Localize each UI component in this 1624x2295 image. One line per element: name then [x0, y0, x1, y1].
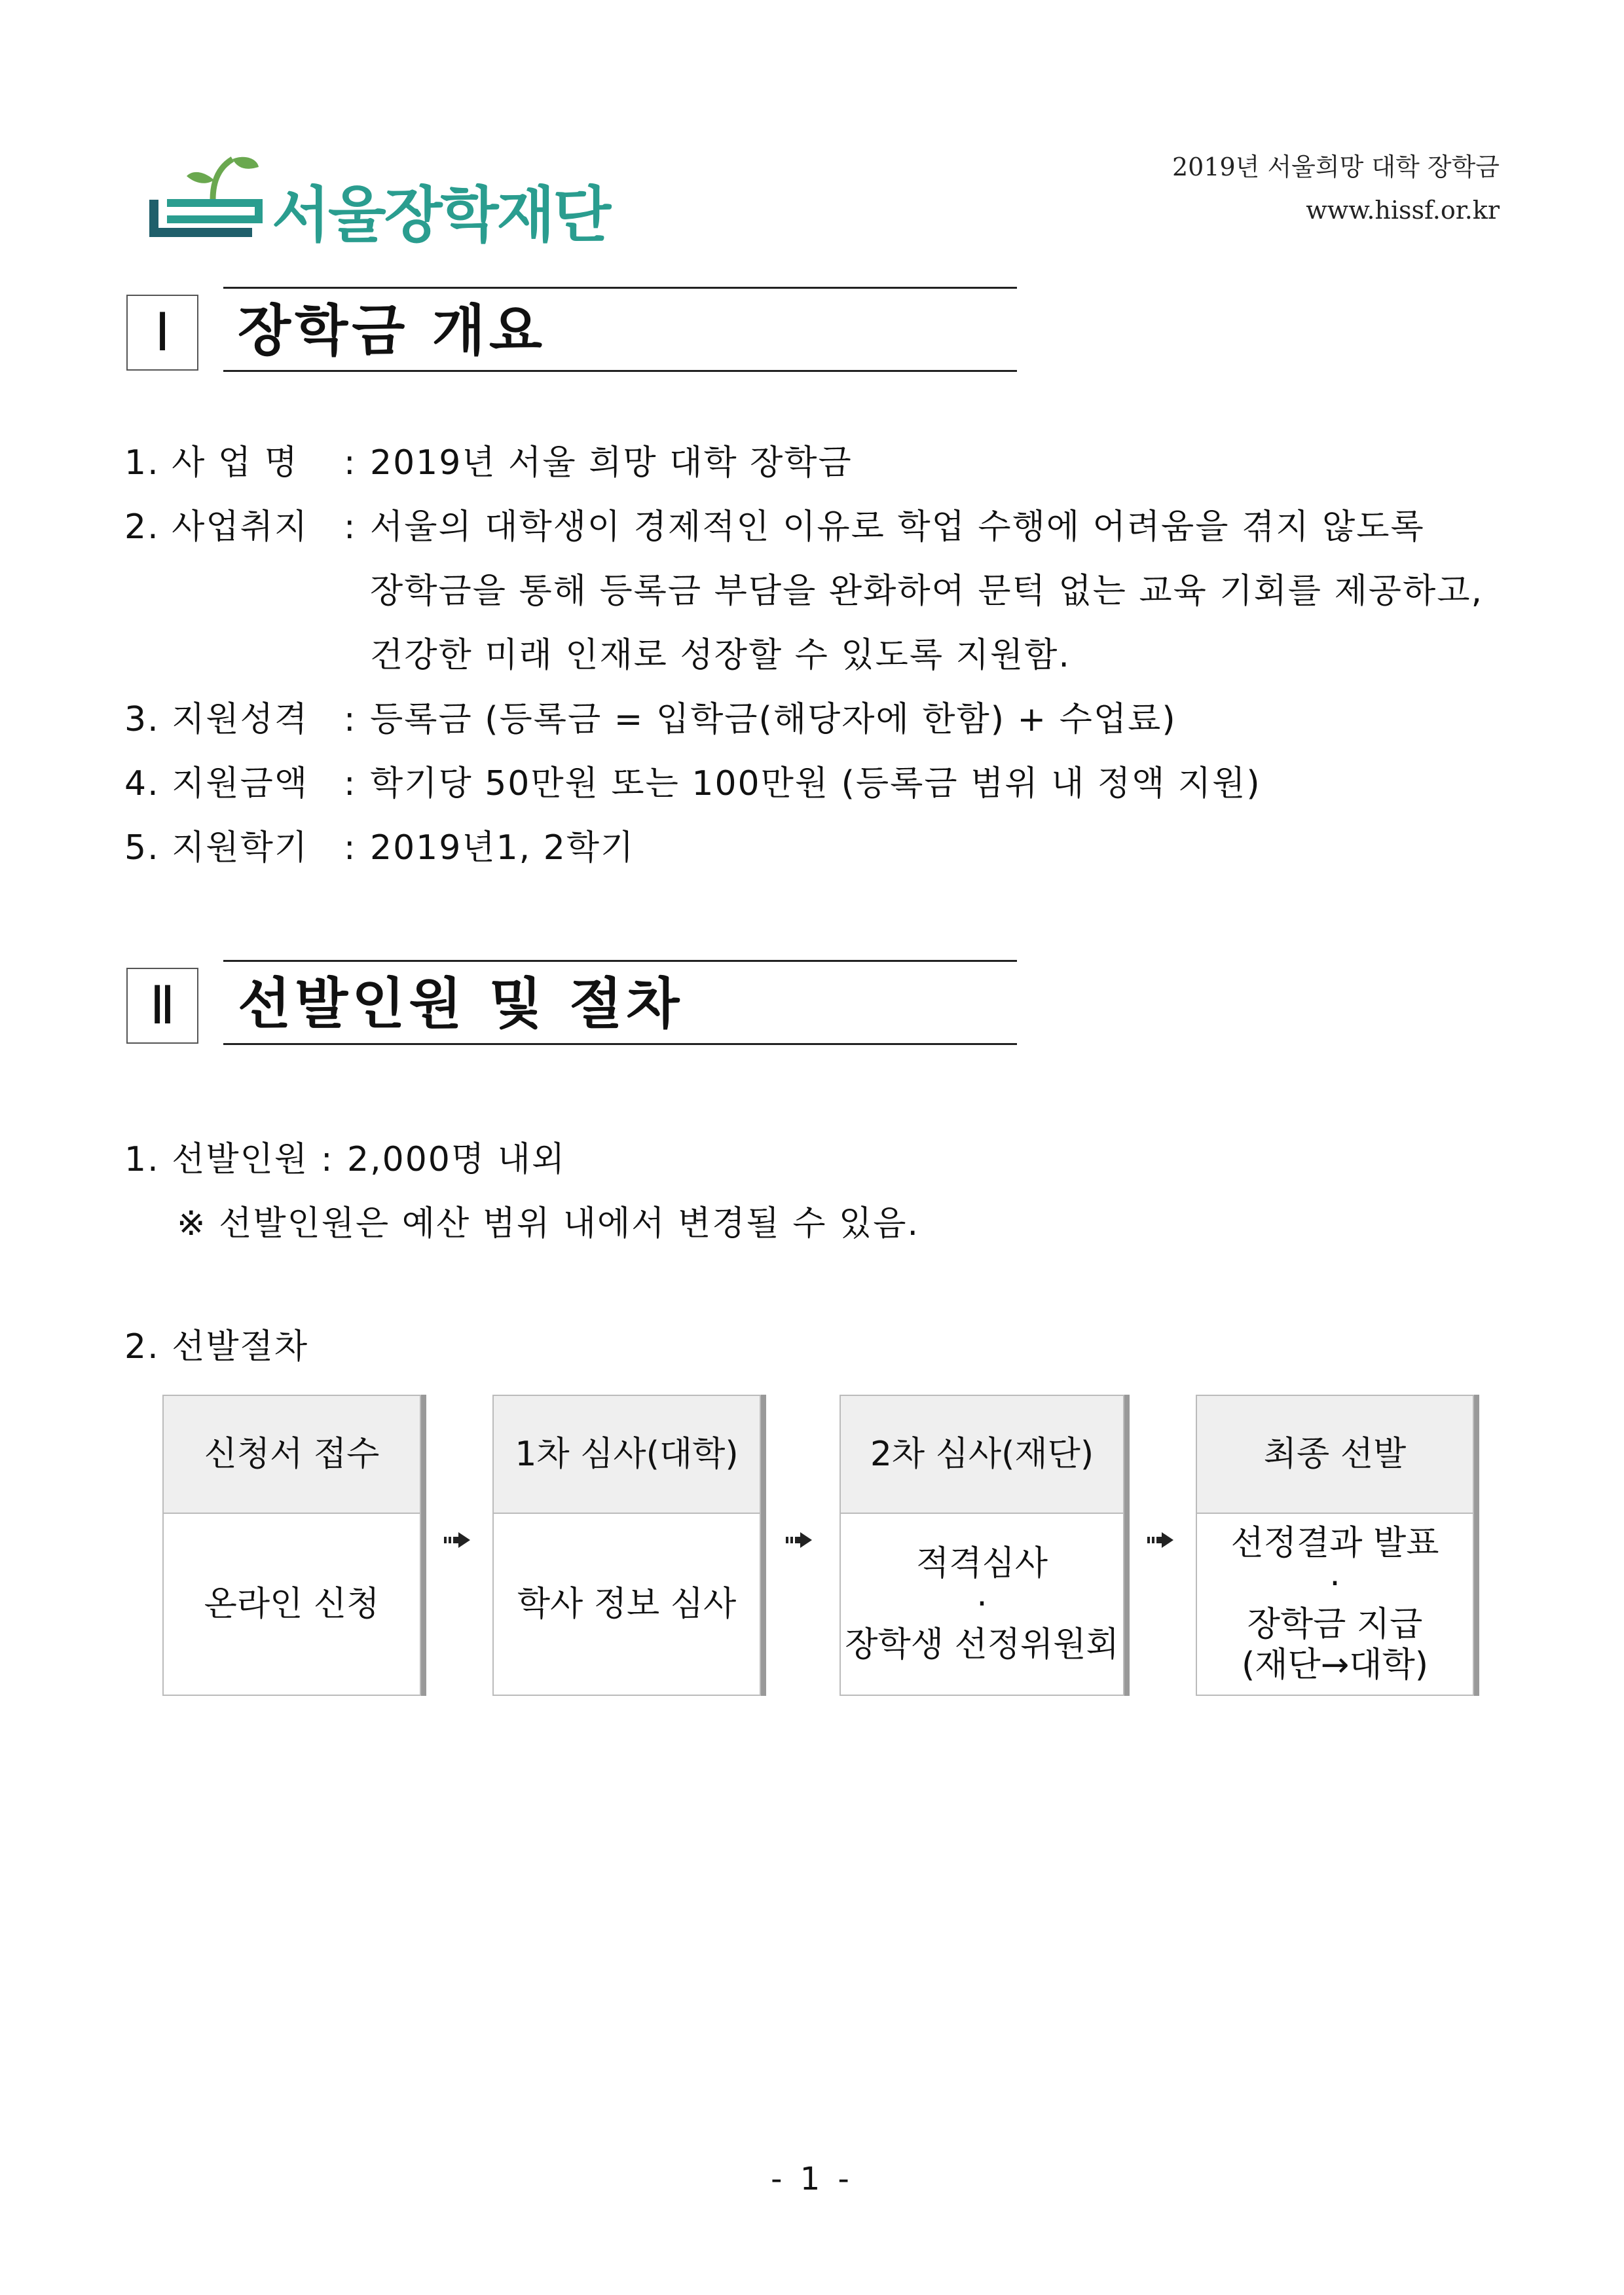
- item-value: 2019년 서울 희망 대학 장학금: [370, 443, 853, 483]
- divider: [223, 370, 1017, 372]
- page-number: - 1 -: [771, 2161, 853, 2197]
- section-title: 선발인원 및 절차: [238, 972, 684, 1036]
- sprout-book-icon: [147, 154, 272, 246]
- arrow-right-icon: [1147, 1532, 1173, 1548]
- arrow-right-icon: [444, 1532, 470, 1548]
- step-title: 신청서 접수: [164, 1396, 420, 1514]
- quota-note: ※ 선발인원은 예산 범위 내에서 변경될 수 있음.: [177, 1204, 919, 1243]
- step-detail-line: (재단→대학): [1241, 1645, 1429, 1685]
- step-detail-line: 선정결과 발표: [1230, 1524, 1439, 1563]
- overview-item-semester: [124, 825, 635, 871]
- item-label: 5. 지원학기: [124, 828, 309, 868]
- item-colon: :: [344, 507, 357, 547]
- item-label: 1. 사 업 명: [124, 443, 299, 483]
- item-colon: :: [344, 443, 357, 483]
- item-label: 3. 지원성격: [124, 700, 309, 739]
- step-box-first-review: [492, 1395, 761, 1696]
- overview-item-amount: [124, 761, 1261, 807]
- item-colon: :: [321, 1140, 334, 1179]
- item-colon: :: [344, 828, 357, 868]
- purpose-continued: 건강한 미래 인재로 성장할 수 있도록 지원함.: [370, 636, 1071, 675]
- step-title: 1차 심사(대학): [494, 1396, 760, 1514]
- step-detail-line: 적격심사: [916, 1544, 1048, 1583]
- procedure-label: 2. 선발절차: [124, 1327, 309, 1367]
- item-label: 4. 지원금액: [124, 764, 309, 803]
- divider: [223, 960, 1017, 962]
- overview-item-purpose: [124, 504, 1425, 550]
- arrow-right-icon: [786, 1532, 812, 1548]
- document-header: [1172, 145, 1500, 232]
- overview-item-type: [124, 697, 1177, 743]
- section-number: Ⅱ: [126, 968, 198, 1044]
- step-detail-line: 장학금 지급: [1247, 1605, 1423, 1644]
- section-title: 장학금 개요: [238, 299, 546, 363]
- item-label: 1. 선발인원: [124, 1140, 309, 1179]
- item-label: 2. 사업취지: [124, 507, 309, 547]
- item-colon: :: [344, 764, 357, 803]
- step-detail: [494, 1514, 760, 1695]
- item-value: 서울의 대학생이 경제적인 이유로 학업 수행에 어려움을 겪지 않도록: [370, 507, 1425, 547]
- step-detail: [841, 1514, 1123, 1695]
- step-box-application: [162, 1395, 421, 1696]
- logo-text: 서울장학재단: [272, 180, 610, 250]
- step-detail: [1197, 1514, 1473, 1695]
- section-heading-2: [126, 960, 1017, 1045]
- section-heading-1: [126, 287, 1017, 372]
- item-value: 2,000명 내외: [347, 1140, 566, 1179]
- step-box-final-selection: [1196, 1395, 1474, 1696]
- overview-item-name: [124, 440, 853, 486]
- divider: [223, 287, 1017, 289]
- site-url[interactable]: www.hissf.or.kr: [1306, 196, 1500, 225]
- step-detail-line: 온라인 신청: [204, 1585, 380, 1624]
- step-detail-line: 장학생 선정위원회: [845, 1625, 1119, 1664]
- step-title: 최종 선발: [1197, 1396, 1473, 1514]
- section-number: Ⅰ: [126, 295, 198, 371]
- item-value: 2019년1, 2학기: [370, 828, 635, 868]
- item-value: 학기당 50만원 또는 100만원 (등록금 범위 내 정액 지원): [370, 764, 1261, 803]
- item-value: 등록금 (등록금 = 입학금(해당자에 한함) + 수업료): [370, 700, 1177, 739]
- step-detail-separator: ·: [976, 1585, 987, 1624]
- step-title: 2차 심사(재단): [841, 1396, 1123, 1514]
- step-detail-separator: ·: [1329, 1564, 1340, 1604]
- item-colon: :: [344, 700, 357, 739]
- step-detail-line: 학사 정보 심사: [517, 1585, 737, 1624]
- step-box-second-review: [840, 1395, 1124, 1696]
- selection-quota: [124, 1137, 566, 1183]
- step-detail: [164, 1514, 420, 1695]
- doc-title: 2019년 서울희망 대학 장학금: [1172, 153, 1500, 181]
- purpose-continued: 장학금을 통해 등록금 부담을 완화하여 문턱 없는 교육 기회를 제공하고,: [370, 572, 1484, 611]
- divider: [223, 1043, 1017, 1045]
- logo: [147, 154, 610, 252]
